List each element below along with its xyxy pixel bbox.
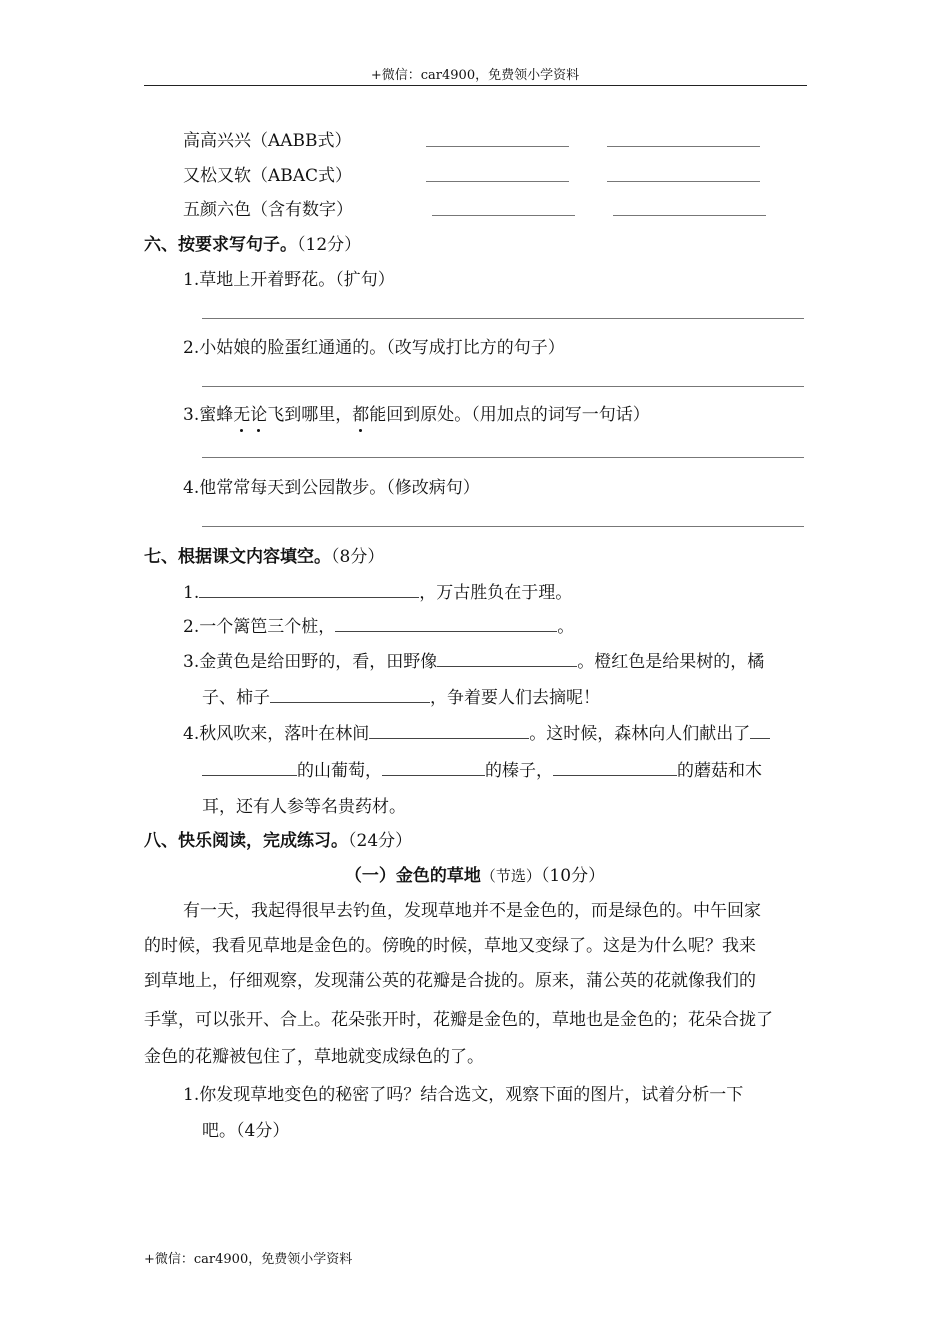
- answer-line[interactable]: [607, 181, 760, 182]
- section-title: 八、快乐阅读，完成练习。: [144, 831, 348, 851]
- passage-note: （节选）: [480, 867, 541, 885]
- section-points: （24分）: [348, 831, 413, 851]
- question-6-1: 1.草地上开着野花。（扩句）: [183, 270, 395, 290]
- answer-line[interactable]: [202, 526, 804, 527]
- fill-blank[interactable]: [750, 723, 770, 739]
- question-8-1-cont: 吧。（4分）: [202, 1121, 290, 1141]
- question-text: 3.蜜蜂: [183, 405, 234, 425]
- fill-blank[interactable]: [369, 723, 529, 739]
- fill-blank[interactable]: [270, 687, 430, 703]
- question-text: 。橙红色是给果树的，橘: [577, 652, 765, 672]
- question-6-4: 4.他常常每天到公园散步。（修改病句）: [183, 478, 480, 498]
- section-seven-heading: [144, 542, 384, 567]
- passage-line: 金色的花瓣被包住了，草地就变成绿色的了。: [144, 1047, 484, 1067]
- answer-line[interactable]: [432, 215, 575, 216]
- question-text: 的山葡萄，: [297, 761, 382, 781]
- passage-title: [0, 861, 950, 886]
- section-eight-heading: [144, 826, 412, 851]
- question-7-1: [183, 578, 572, 603]
- answer-line[interactable]: [426, 181, 569, 182]
- fill-blank[interactable]: [553, 760, 677, 776]
- question-8-1: 1.你发现草地变色的秘密了吗？结合选文，观察下面的图片，试着分析一下: [183, 1085, 744, 1105]
- question-6-2: 2.小姑娘的脸蛋红通通的。（改写成打比方的句子）: [183, 338, 565, 358]
- question-text: 。: [557, 617, 575, 637]
- answer-line[interactable]: [613, 215, 766, 216]
- answer-line[interactable]: [426, 146, 569, 147]
- word-row-label: 又松又软（ABAC式）: [183, 166, 353, 186]
- section-points: （12分）: [297, 235, 362, 255]
- question-7-2: [183, 612, 574, 637]
- answer-line[interactable]: [202, 457, 804, 458]
- fill-blank[interactable]: [199, 582, 419, 598]
- page-header: +微信：car4900，免费领小学资料: [370, 68, 580, 83]
- question-text: 3.金黄色是给田野的，看，田野像: [183, 652, 438, 672]
- question-7-4-end: 耳，还有人参等名贵药材。: [202, 797, 406, 817]
- section-title: 七、根据课文内容填空。: [144, 547, 331, 567]
- passage-line: 的时候，我看见草地是金色的。傍晚的时候，草地又变绿了。这是为什么呢？我来: [144, 936, 756, 956]
- fill-blank[interactable]: [437, 651, 577, 667]
- question-text: 2.一个篱笆三个桩，: [183, 617, 336, 637]
- dotted-char: 论: [250, 400, 267, 425]
- question-7-4: [183, 719, 770, 744]
- passage-line: 有一天，我起得很早去钓鱼，发现草地并不是金色的，而是绿色的。中午回家: [183, 901, 761, 921]
- dotted-char: 无: [233, 400, 250, 425]
- header-rule: [144, 85, 807, 86]
- question-text: ，争着要人们去摘呢！: [430, 688, 600, 708]
- fill-blank[interactable]: [335, 616, 557, 632]
- passage-line: 到草地上，仔细观察，发现蒲公英的花瓣是合拢的。原来，蒲公英的花就像我们的: [144, 971, 756, 991]
- section-points: （8分）: [331, 547, 385, 567]
- question-text: 的榛子，: [485, 761, 553, 781]
- word-row-label: 高高兴兴（AABB式）: [183, 131, 352, 151]
- question-text: 子、柿子: [202, 688, 270, 708]
- question-7-4-cont: [202, 756, 762, 781]
- passage-title-text: （一）金色的草地: [344, 866, 481, 886]
- fill-blank[interactable]: [202, 760, 297, 776]
- question-text: ，万古胜负在于理。: [419, 583, 573, 603]
- answer-line[interactable]: [202, 318, 804, 319]
- question-6-3: [183, 400, 650, 425]
- question-text: 4.秋风吹来，落叶在林间: [183, 724, 370, 744]
- section-six-heading: [144, 230, 361, 255]
- word-row-label: 五颜六色（含有数字）: [183, 200, 353, 220]
- dotted-char: 都: [352, 400, 369, 425]
- passage-points: （10分）: [540, 866, 606, 886]
- question-text: 的蘑菇和木: [677, 761, 762, 781]
- question-7-3: [183, 647, 764, 672]
- answer-line[interactable]: [607, 146, 760, 147]
- section-title: 六、按要求写句子。: [144, 235, 297, 255]
- question-text: 1.: [183, 583, 200, 603]
- question-text: 飞到哪里，: [267, 405, 353, 425]
- fill-blank[interactable]: [382, 760, 485, 776]
- page-footer: +微信：car4900，免费领小学资料: [144, 1252, 353, 1267]
- question-text: 。这时候，森林向人们献出了: [529, 724, 751, 744]
- question-text: 能回到原处。（用加点的词写一句话）: [369, 405, 650, 425]
- answer-line[interactable]: [202, 386, 804, 387]
- question-7-3-cont: [202, 683, 600, 708]
- passage-line: 手掌，可以张开、合上。花朵张开时，花瓣是金色的，草地也是金色的；花朵合拢了: [144, 1010, 773, 1030]
